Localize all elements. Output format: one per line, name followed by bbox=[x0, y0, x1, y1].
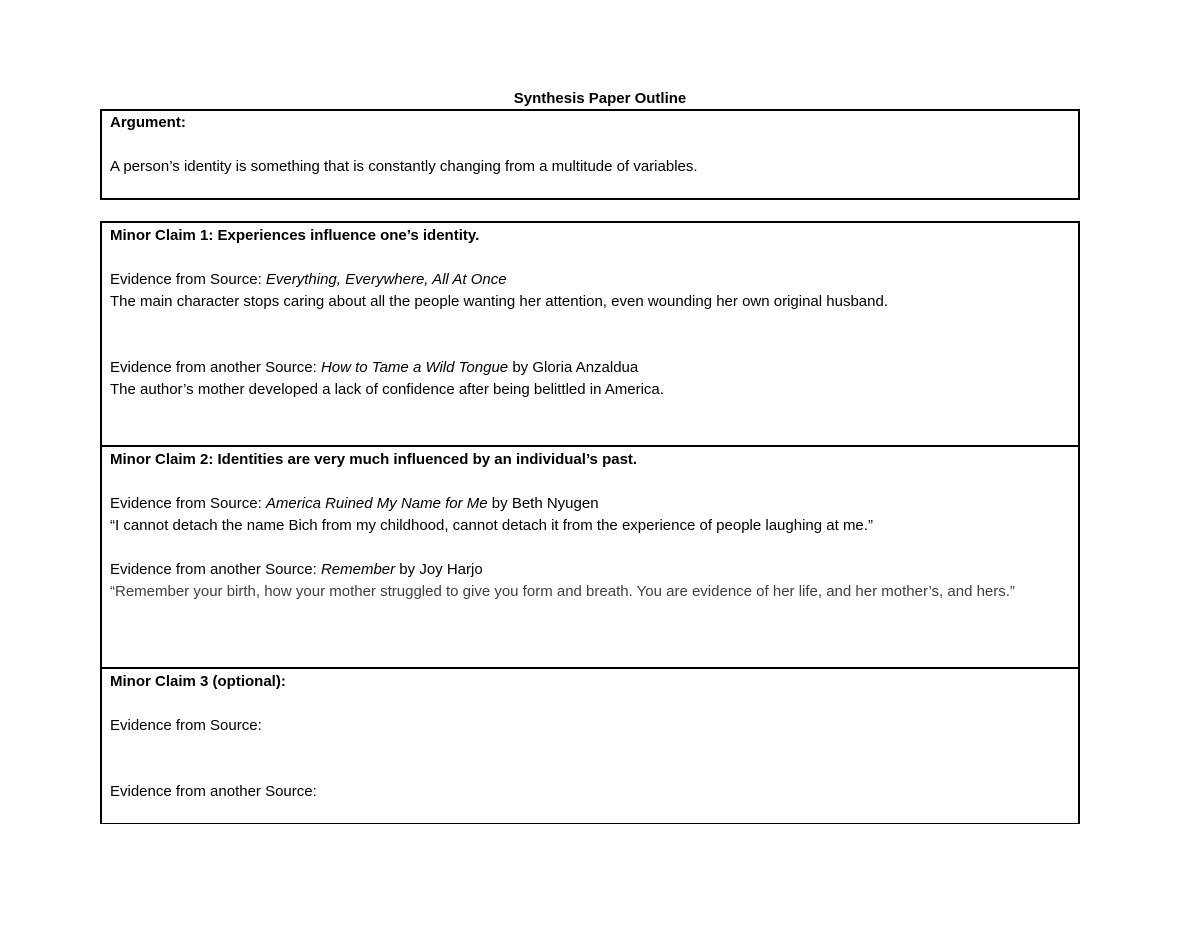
claim-2-evidence-2-citation bbox=[110, 559, 1070, 581]
argument-cell bbox=[102, 111, 1078, 178]
minor-claim-2-heading: Minor Claim 2: Identities are very much influenced by an individual’s past. bbox=[110, 451, 638, 468]
evidence-prefix: Evidence from another Source: bbox=[110, 561, 321, 578]
source-author: by Gloria Anzaldua bbox=[508, 359, 639, 376]
claim-1-evidence-1-citation bbox=[110, 269, 1070, 291]
minor-claim-3-cell bbox=[102, 669, 1078, 824]
claim-3-evidence-2-citation: Evidence from another Source: bbox=[110, 783, 317, 800]
minor-claim-1-heading: Minor Claim 1: Experiences influence one’s identity. bbox=[110, 227, 480, 244]
claim-3-evidence-1-citation: Evidence from Source: bbox=[110, 717, 262, 734]
evidence-prefix: Evidence from Source: bbox=[110, 495, 266, 512]
source-author: by Joy Harjo bbox=[395, 561, 483, 578]
source-title: Everything, Everywhere, All At Once bbox=[265, 271, 507, 288]
argument-label: Argument: bbox=[110, 114, 186, 131]
claim-1-evidence-1-text: The main character stops caring about all the people wanting her attention, even wounding her own original husband. bbox=[110, 293, 889, 310]
minor-claim-2-cell bbox=[102, 447, 1078, 669]
claim-1-evidence-2-citation bbox=[110, 357, 1070, 379]
claim-1-evidence-2-text: The author’s mother developed a lack of confidence after being belittled in America. bbox=[110, 381, 664, 398]
minor-claim-3-heading: Minor Claim 3 (optional): bbox=[110, 673, 286, 690]
minor-claim-1-cell bbox=[102, 223, 1078, 447]
source-title: How to Tame a Wild Tongue bbox=[320, 359, 509, 376]
argument-text: A person’s identity is something that is constantly changing from a multitude of variables. bbox=[110, 158, 698, 175]
source-title: Remember bbox=[320, 561, 396, 578]
page-title: Synthesis Paper Outline bbox=[513, 90, 687, 107]
source-author: by Beth Nyugen bbox=[487, 495, 599, 512]
source-title: America Ruined My Name for Me bbox=[265, 495, 488, 512]
evidence-prefix: Evidence from Source: bbox=[110, 271, 266, 288]
claim-2-evidence-1-citation bbox=[110, 493, 1070, 515]
evidence-prefix: Evidence from another Source: bbox=[110, 359, 321, 376]
claim-2-evidence-2-text: “Remember your birth, how your mother struggled to give you form and breath. You are evidence of her life, and her mother’s, and hers.” bbox=[110, 583, 1015, 600]
claims-table bbox=[100, 221, 1080, 824]
argument-box bbox=[100, 109, 1080, 200]
claim-2-evidence-1-text: “I cannot detach the name Bich from my childhood, cannot detach it from the experience of people laughing at me.” bbox=[110, 517, 873, 534]
